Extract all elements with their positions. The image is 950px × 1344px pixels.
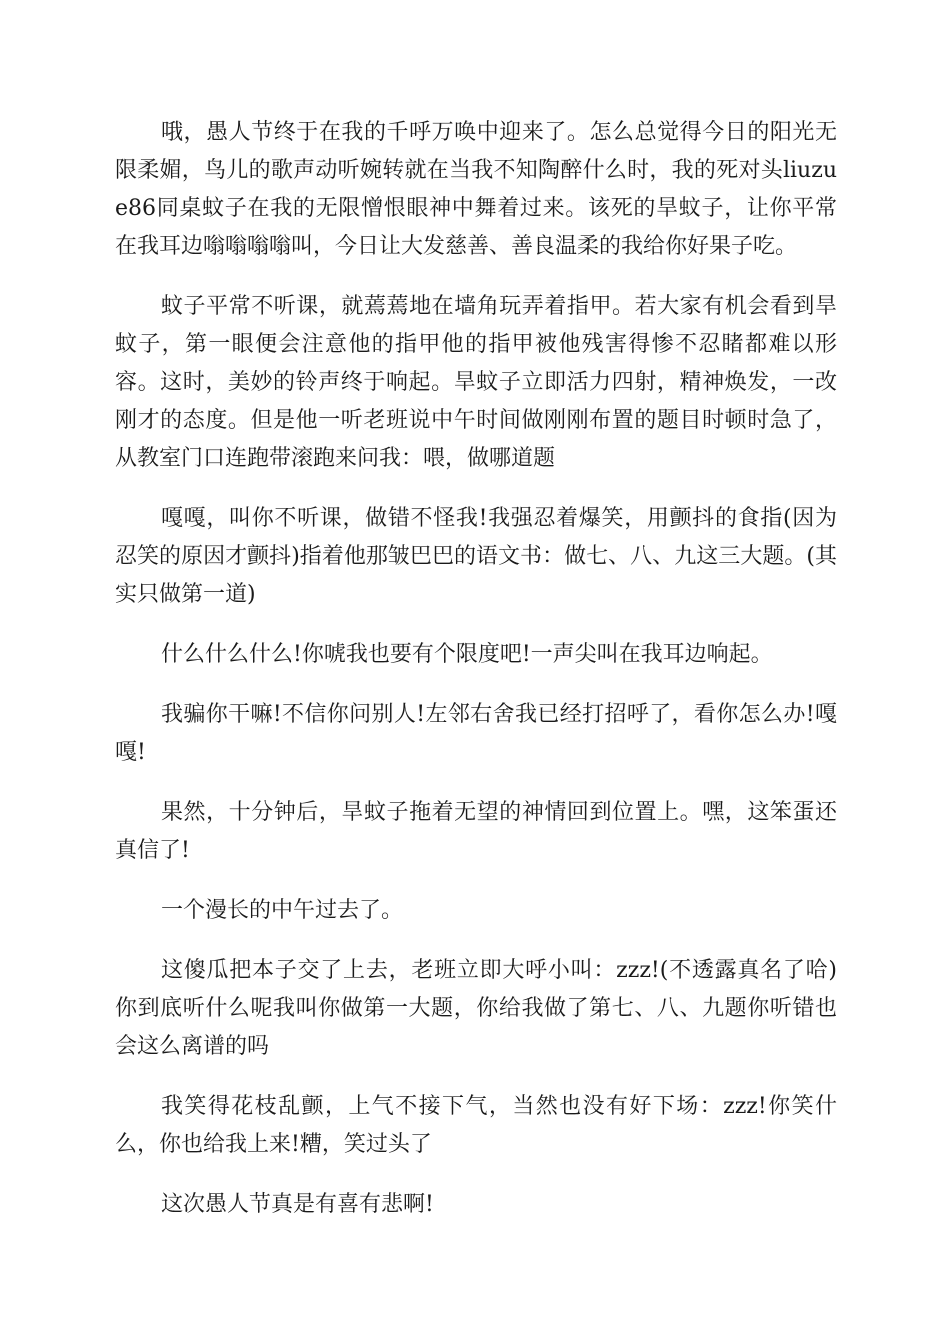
paragraph-5: 我骗你干嘛!不信你问别人!左邻右舍我已经打招呼了，看你怎么办!嘎嘎! bbox=[115, 702, 837, 765]
paragraph-6: 果然，十分钟后，旱蚊子拖着无望的神情回到位置上。嘿，这笨蛋还真信了! bbox=[115, 800, 837, 863]
paragraph-9: 我笑得花枝乱颤，上气不接下气，当然也没有好下场：zzz!你笑什么，你也给我上来!糟，笑过头了 bbox=[115, 1094, 837, 1157]
paragraph-10: 这次愚人节真是有喜有悲啊! bbox=[161, 1192, 434, 1217]
paragraph-4: 什么什么什么!你唬我也要有个限度吧!一声尖叫在我耳边响起。 bbox=[161, 642, 773, 667]
article-body bbox=[115, 114, 837, 1246]
paragraph-8: 这傻瓜把本子交了上去，老班立即大呼小叫：zzz!(不透露真名了哈)你到底听什么呢我叫你做第一大题，你给我做了第七、八、九题你听错也会这么离谱的吗 bbox=[115, 958, 837, 1059]
paragraph-1: 哦，愚人节终于在我的千呼万唤中迎来了。怎么总觉得今日的阳光无限柔媚，鸟儿的歌声动听婉转就在当我不知陶醉什么时，我的死对头liuzue86同桌蚊子在我的无限憎恨眼神中舞着过来。该死的旱蚊子，让你平常在我耳边嗡嗡嗡嗡叫，今日让大发慈善、善良温柔的我给你好果子吃。 bbox=[115, 120, 837, 259]
paragraph-7: 一个漫长的中午过去了。 bbox=[161, 898, 404, 923]
paragraph-2: 蚊子平常不听课，就蔫蔫地在墙角玩弄着指甲。若大家有机会看到旱蚊子，第一眼便会注意他的指甲他的指甲被他残害得惨不忍睹都难以形容。这时，美妙的铃声终于响起。旱蚊子立即活力四射，精神焕发，一改刚才的态度。但是他一听老班说中午时间做刚刚布置的题目时顿时急了，从教室门口连跑带滚跑来问我：喂，做哪道题 bbox=[115, 294, 837, 471]
paragraph-3: 嘎嘎，叫你不听课，做错不怪我!我强忍着爆笑，用颤抖的食指(因为忍笑的原因才颤抖)指着他那皱巴巴的语文书：做七、八、九这三大题。(其实只做第一道) bbox=[115, 506, 837, 607]
